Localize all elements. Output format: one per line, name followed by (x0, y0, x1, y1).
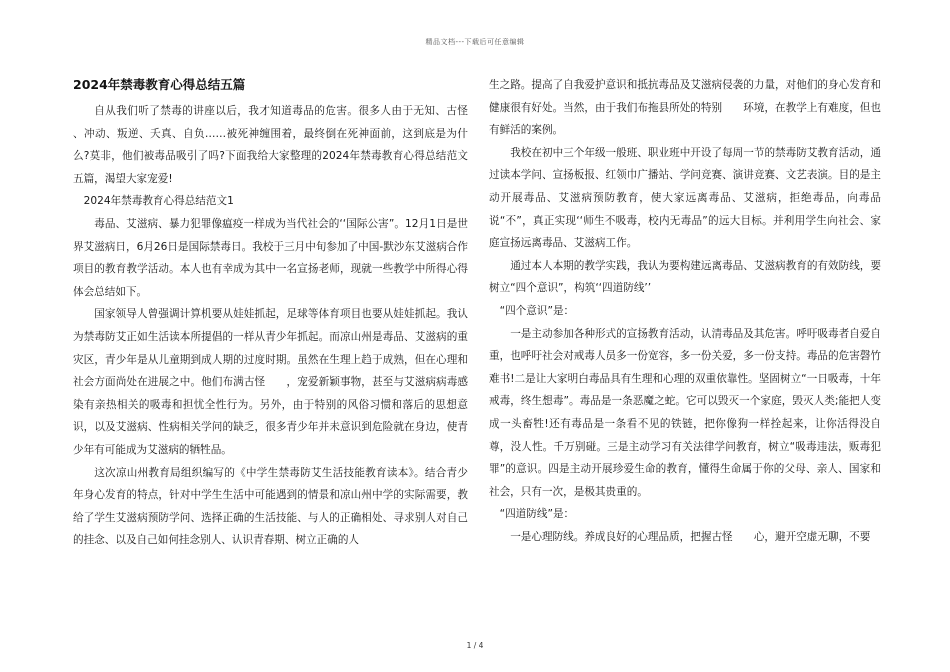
paragraph-body: 通过本人本期的教学实践，我认为要构建远离毒品、艾滋病教育的有效防线，要树立“四个意识”，构筑‘‘四道防线’’ (489, 259, 881, 295)
paragraph-body: 我校在初中三个年级一般班、职业班中开设了每周一节的禁毒防艾教育活动，通过读本学问、宣扬板报、红领巾广播站、学问竞赛、演讲竞赛、文艺表演。目的是主动开展毒品、艾滋病预防教育，使大家远离毒品、艾滋病，拒绝毒品，向毒品说“不”，真正实现‘‘师生不吸毒，校内无毒品”的远大目标。并利用学生向社会、家庭宣扬远离毒品、艾滋病工作。 (489, 146, 881, 250)
paragraph-body: 一是心理防线。养成良好的心理品质，把握古怪 心，避开空虚无聊，不要 (510, 530, 871, 543)
paragraph-body: 国家领导人曾强调计算机要从娃娃抓起，足球等体育项目也要从娃娃抓起。我认为禁毒防艾正如生活读本所提倡的一样从青少年抓起。而凉山州是毒品、艾滋病的重灾区，青少年是从儿童期到成人期的过度时期。虽然在生理上趋于成熟，但在心理和社会方面尚处在进展之中。他们布满古怪 ，宠爱新颖事物，甚至与艾滋病病毒感染有亲热相关的吸毒和担忧全性行为。另外，由于特别的风俗习惯和落后的思想意识，以及艾滋病、性病相关学问的缺乏，很多青少年并未意识到危险就在身边，使青少年有可能成为艾滋病的牺牲品。 (73, 308, 468, 456)
paragraph-body: 一是主动参加各种形式的宣扬教育活动，认清毒品及其危害。呼吁吸毒者自爱自重，也呼吁社会对戒毒人员多一份宽容，多一份关爱，多一份支持。毒品的危害磬竹难书!二是让大家明白毒品具有生理和心理的双重依靠性。坚固树立“一日吸毒，十年戒毒，终生想毒”。毒品是一条恶魔之蛇。它可以毁灭一个家庭，毁灭人类;能把人变成一头畜牲!还有毒品是一条看不见的铁链，把你像狗一样拴起来，让你活得没自尊，没人性。千万别碰。三是主动学习有关法律学问教育，树立“吸毒违法，贩毒犯罪”的意识。四是主动开展珍爱生命的教育，懂得生命属于你的父母、亲人、国家和社会，只有一次，是极其贵重的。 (489, 327, 881, 498)
subheading-four-defenses: “四道防线”是： (499, 508, 575, 521)
right-column (489, 74, 881, 548)
left-column (73, 74, 490, 552)
paragraph-intro: 自从我们听了禁毒的讲座以后，我才知道毒品的危害。很多人由于无知、古怪 、冲动、叛逆、夭真、自负……被死神缠围着，最终倒在死神面前，这到底是为什么?莫非，他们被毒品吸引了吗?下面我给大家整理的2024年禁毒教育心得总结范文五篇，渴望大家宠爱! (73, 105, 490, 185)
document-title: 2024年禁毒教育心得总结五篇 (73, 77, 246, 92)
paragraph-continuation: 生之路。提高了自我爱护意识和抵抗毒品及艾滋病侵袭的力量，对他们的身心发育和健康很有好处。当然，由于我们布拖县所处的特别 环境，在教学上有难度，但也有鲜活的案例。 (489, 79, 881, 137)
subheading-four-awareness: “四个意识”是： (499, 304, 575, 317)
page-number: 1 / 4 (466, 641, 484, 650)
section-heading-1: 2024年禁毒教育心得总结范文1 (83, 195, 234, 208)
page-header-note: 精品文档---下载后可任意编辑 (425, 38, 525, 46)
paragraph-body: 毒品、艾滋病、暴力犯罪像瘟疫一样成为当代社会的‘‘国际公害”。12月1日是世界艾滋病日，6月26日是国际禁毒日。我校于三月中旬参加了中国-默沙东艾滋病合作项目的教育教学活动。本人也有幸成为其中一名宣扬老师，现就一些教学中所得心得体会总结如下。 (73, 217, 468, 298)
paragraph-body: 这次凉山州教育局组织编写的《中学生禁毒防艾生活技能教育读本》。结合青少年身心发育的特点，针对中学生生活中可能遇到的情景和凉山州中学的实际需要，教给了学生艾滋病预防学问、选择正确的生活技能、与人的正确相处、寻求别人对自己的挂念、以及自己如何挂念别人、认识青春期、树立正确的人 (73, 466, 468, 547)
